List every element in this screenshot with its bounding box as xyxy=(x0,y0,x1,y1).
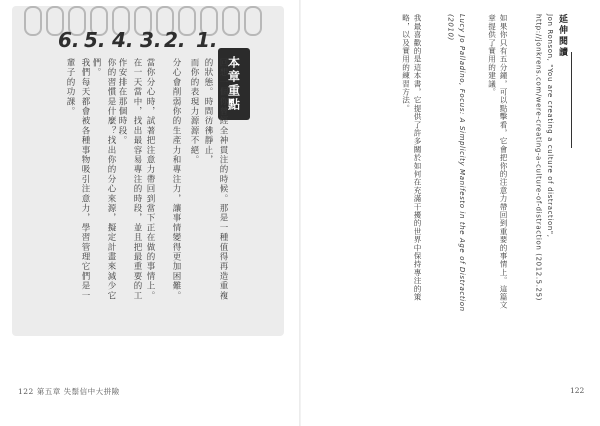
point-number: 5. xyxy=(84,28,106,52)
ring-icon xyxy=(244,6,262,36)
point-number: 1. xyxy=(196,28,218,52)
point-text: 我們每天都會被各種事物吸引注意力，學習管理它們是一輩子的功課。 xyxy=(65,58,90,301)
further-reading-header xyxy=(556,14,578,76)
reference-entry: Lucy Jo Palladino, Focus: A Simplicity Manifesto in the Age of Distraction (2010) xyxy=(446,14,466,312)
reference-note: 如果你只有五分鐘，可以點擊看，它會把你的注意力帶回到重要的事情上。這篇文章提供了實用的建議。 xyxy=(487,14,508,310)
point-text: 你的習慣是什麼？找出你的分心來源，擬定計畫來減少它們。 xyxy=(91,58,116,301)
ring-icon xyxy=(222,6,240,36)
point-number: 3. xyxy=(140,28,162,52)
header-rule xyxy=(571,52,572,148)
point-text: 分心會削弱你的生產力和專注力，讓事情變得更加困難。 xyxy=(171,58,181,301)
point-text: 在一天當中，找出最容易專注的時段，並且把最重要的工作安排在那個時段。 xyxy=(117,58,142,301)
page-gutter xyxy=(299,0,301,426)
ring-icon xyxy=(24,6,42,36)
section-title: 延伸閱讀 xyxy=(557,14,567,58)
point-number: 2. xyxy=(164,28,186,52)
point-number: 4. xyxy=(112,28,134,52)
badge-label: 本章重點 xyxy=(226,56,241,112)
page-footer: 122 第五章 失鬃信中大拼險 xyxy=(18,387,120,396)
point-text: 回想一個你曾經全神貫注的時候。那是一種值得再造重複的狀態。時間彷彿靜止， xyxy=(203,58,228,301)
point-text: 而你的表現力源源不絕。 xyxy=(189,58,199,165)
reference-entry: Jon Ronson, "You are creating a culture of distraction", http://jonkrens.com/were-creating-a-culture-of-distraction (2012.5.25) xyxy=(534,14,554,301)
reference-note: 我最喜歡的是這本書，它提供了許多關於如何在充滿干擾的世界中保持專注的策略，以及實用的練習方法。 xyxy=(401,14,422,301)
page-number: 122 xyxy=(570,386,585,395)
point-number: 6. xyxy=(58,28,80,52)
point-text: 當你分心時，試著把注意力帶回到當下正在做的事情上。 xyxy=(145,58,155,301)
